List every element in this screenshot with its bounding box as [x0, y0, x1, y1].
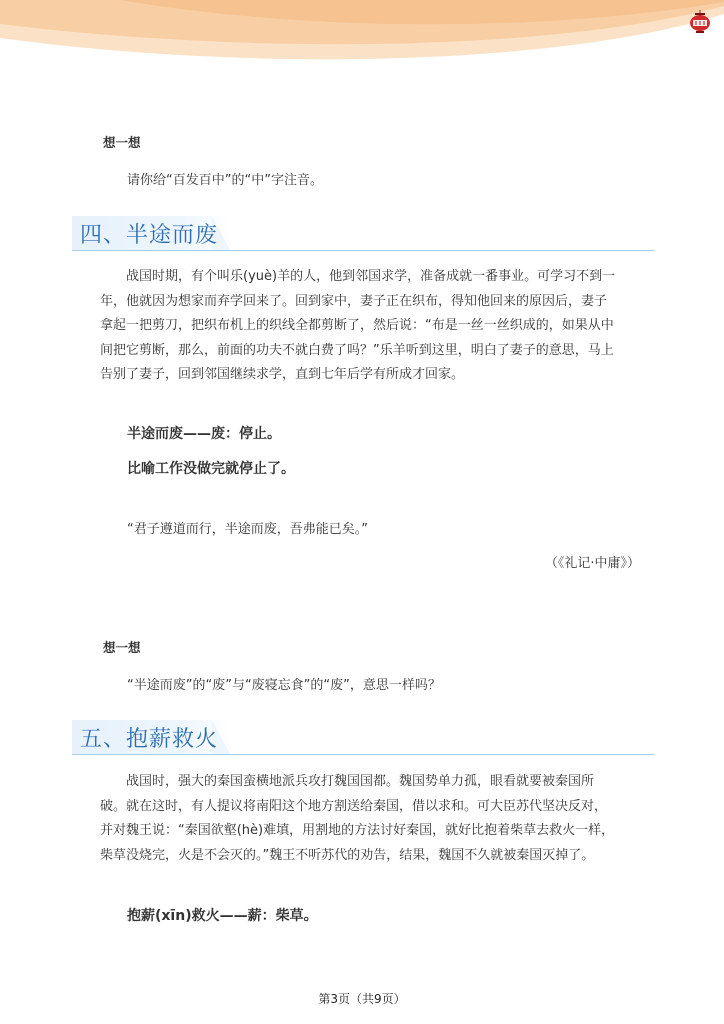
- story-line: 战国时，强大的秦国蛮横地派兵攻打魏国国都。魏国势单力孤，眼看就要被秦国所: [126, 774, 595, 789]
- story-line: 破。就在这时，有人提议将南阳这个地方割送给秦国，借以求和。可大臣苏代坚决反对，: [100, 798, 608, 814]
- story-line: 告别了妻子，回到邻国继续求学，直到七年后学有所成才回家。: [100, 367, 465, 382]
- think-question: 请你给“百发百中”的“中”字注音。: [127, 173, 323, 188]
- section-heading: [72, 720, 654, 760]
- section-heading: [72, 216, 654, 256]
- page-number: 第3页（共9页）: [318, 992, 406, 1006]
- section-title: 四、半途而废: [80, 223, 219, 248]
- story-line: 年，他就因为想家而弃学回来了。回到家中，妻子正在织布，得知他回来的原因后，妻子: [100, 293, 608, 309]
- section-title: 五、抱薪救火: [80, 727, 219, 752]
- think-heading: 想一想: [103, 640, 141, 655]
- story-line: 拿起一把剪刀，把织布机上的织线全都剪断了，然后说：“布是一丝一丝织成的，如果从中: [100, 318, 614, 333]
- section-rule: [72, 754, 654, 755]
- story-paragraph: [100, 770, 652, 868]
- idiom-definition: 抱薪(xīn)救火——薪：柴草。: [127, 908, 318, 924]
- section-rule: [72, 250, 654, 251]
- quote-source: （《礼记·中庸》）: [544, 556, 640, 571]
- think-heading: 想一想: [103, 135, 141, 150]
- idiom-definition: 半途而废——废：停止。: [127, 426, 281, 442]
- lantern-logo-icon: [688, 10, 712, 34]
- idiom-meaning: 比喻工作没做完就停止了。: [127, 461, 295, 477]
- story-line: 战国时期，有个叫乐(yuè)羊的人，他到邻国求学，准备成就一番事业。可学习不到一: [126, 269, 616, 284]
- story-line: 间把它剪断，那么，前面的功夫不就白费了吗？”乐羊听到这里，明白了妻子的意思，马上: [100, 342, 614, 358]
- top-decoration: [0, 0, 724, 70]
- story-line: 并对魏王说：“秦国欲壑(hè)难填，用割地的方法讨好秦国，就好比抱着柴草去救火一样，: [100, 823, 615, 838]
- classic-quote: “君子遵道而行，半途而废，吾弗能已矣。”: [127, 522, 368, 537]
- story-line: 柴草没烧完，火是不会灭的。”魏王不听苏代的劝告，结果，魏国不久就被秦国灭掉了。: [100, 847, 595, 863]
- story-paragraph: [100, 265, 652, 388]
- think-question: “半途而废”的“废”与“废寝忘食”的“废”，意思一样吗？: [127, 678, 441, 693]
